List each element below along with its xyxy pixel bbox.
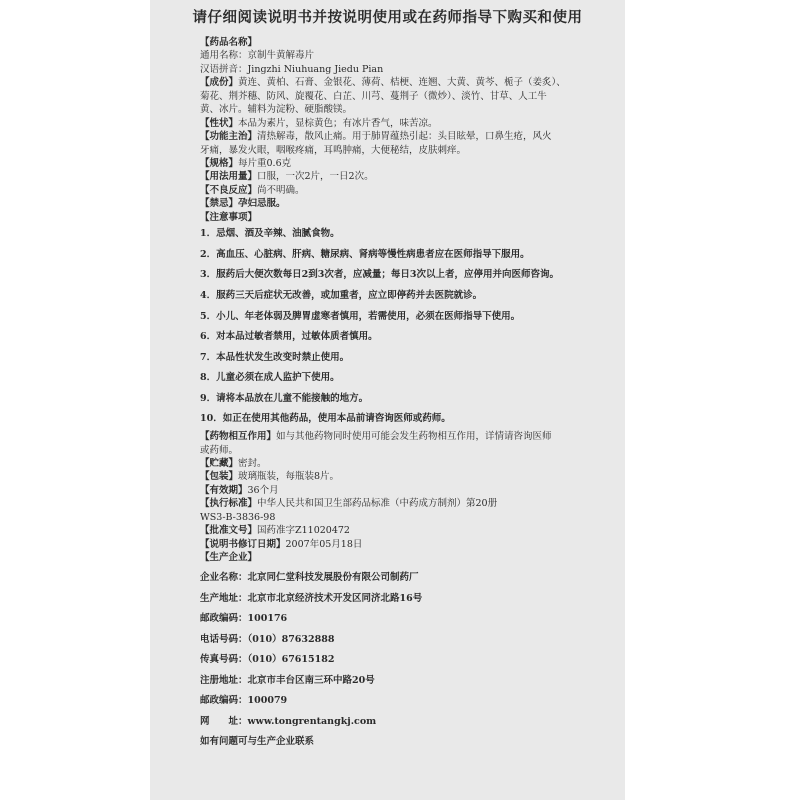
standard-line: 中华人民共和国卫生部药品标准（中药成方制剂）第20册 [257, 498, 498, 510]
ingredients-line: 菊花、荆芥穗、防风、旋覆花、白芷、川芎、蔓荆子（微炒）、淡竹、甘草、人工牛 [200, 90, 547, 102]
note-item: 7．本品性状发生改变时禁止使用。 [200, 351, 350, 363]
indications-tag: 【功能主治】 [200, 131, 258, 143]
note-item: 1．忌烟、酒及辛辣、油腻食物。 [200, 228, 340, 240]
usage-text: 口服，一次2片，一日2次。 [257, 171, 374, 183]
revision-tag: 【说明书修订日期】 [200, 538, 286, 550]
properties-text: 本品为素片，显棕黄色；有冰片香气，味苦凉。 [238, 117, 438, 129]
note-item: 3．服药后大便次数每日2到3次者，应减量；每日3次以上者，应停用并向医师咨询。 [200, 269, 559, 281]
ingredients-line: 黄连、黄柏、石膏、金银花、薄荷、桔梗、连翘、大黄、黄芩、栀子（姜炙）、 [238, 77, 566, 89]
interaction-line: 或药师。 [200, 444, 239, 456]
contraindication-row [200, 197, 610, 210]
website: 网 址：www.tongrentangkj.com [200, 715, 377, 727]
note-item: 6．对本品过敏者禁用，过敏体质者慎用。 [200, 331, 378, 343]
standard-row [200, 497, 610, 510]
properties-row [200, 117, 610, 130]
note-item: 9．请将本品放在儿童不能接触的地方。 [200, 392, 369, 404]
note-item: 10．如正在使用其他药品，使用本品前请咨询医师或药师。 [200, 413, 451, 425]
pinyin-name: 汉语拼音：Jingzhi Niuhuang Jiedu Pian [200, 63, 384, 75]
note-item: 5．小儿、年老体弱及脾胃虚寒者慎用，若需使用，必须在医师指导下使用。 [200, 310, 521, 322]
manufacturer-heading: 【生产企业】 [200, 552, 258, 563]
interaction-tag: 【药物相互作用】 [200, 431, 277, 443]
fax-number: 传真号码：（010）67615182 [200, 654, 335, 666]
ingredients-line: 黄、冰片。辅料为淀粉、硬脂酸镁。 [200, 104, 353, 116]
interaction-row [200, 430, 610, 443]
ingredients-row [200, 76, 610, 89]
validity-row [200, 484, 610, 497]
contraindication-tag: 【禁忌】 [200, 198, 239, 210]
adverse-text: 尚不明确。 [257, 184, 305, 196]
adverse-tag: 【不良反应】 [200, 184, 258, 196]
production-address: 生产地址：北京市北京经济技术开发区同济北路16号 [200, 592, 423, 604]
storage-row [200, 457, 610, 470]
contraindication-text: 孕妇忌服。 [238, 198, 286, 210]
postcode: 邮政编码：100176 [200, 613, 288, 625]
revision-text: 2007年05月18日 [285, 538, 363, 550]
ingredients-tag: 【成份】 [200, 77, 239, 89]
indications-line: 牙痛，暴发火眼，咽喉疼痛，耳鸣肿痛，大便秘结，皮肤刺痒。 [200, 144, 467, 156]
notes-heading: 【注意事项】 [200, 211, 258, 223]
usage-row [200, 170, 610, 183]
registered-postcode: 邮政编码：100079 [200, 695, 288, 707]
storage-text: 密封。 [238, 457, 267, 469]
standard-line: WS3-B-3836-98 [200, 511, 276, 523]
note-item: 8．儿童必须在成人监护下使用。 [200, 372, 340, 384]
approval-tag: 【批准文号】 [200, 525, 258, 537]
drug-name-heading: 【药品名称】 [200, 37, 258, 48]
properties-tag: 【性状】 [200, 117, 239, 129]
revision-row [200, 538, 610, 551]
approval-text: 国药准字Z11020472 [257, 525, 350, 537]
package-row [200, 470, 610, 483]
note-item: 2．高血压、心脏病、肝病、糖尿病、肾病等慢性病患者应在医师指导下服用。 [200, 248, 530, 260]
adverse-row [200, 184, 610, 197]
interaction-line: 如与其他药物同时使用可能会发生药物相互作用，详情请咨询医师 [276, 431, 552, 443]
package-text: 玻璃瓶装，每瓶装8片。 [238, 471, 340, 483]
phone-number: 电话号码：（010）87632888 [200, 633, 335, 645]
registered-address: 注册地址：北京市丰台区南三环中路20号 [200, 674, 375, 686]
spec-row [200, 157, 610, 170]
standard-tag: 【执行标准】 [200, 498, 258, 510]
document-title: 请仔细阅读说明书并按说明使用或在药师指导下购买和使用 [192, 10, 583, 26]
approval-row [200, 524, 610, 537]
company-name: 企业名称：北京同仁堂科技发展股份有限公司制药厂 [200, 572, 419, 584]
validity-text: 36个月 [247, 484, 279, 496]
note-item: 4．服药三天后症状无改善，或加重者，应立即停药并去医院就诊。 [200, 289, 483, 301]
contact-footer: 如有问题可与生产企业联系 [200, 735, 315, 747]
indications-row [200, 130, 610, 143]
package-tag: 【包装】 [200, 471, 239, 483]
leaflet-content [200, 36, 610, 748]
storage-tag: 【贮藏】 [200, 457, 239, 469]
validity-tag: 【有效期】 [200, 484, 248, 496]
indications-line: 清热解毒，散风止痛。用于肺胃蕴热引起：头目眩晕，口鼻生疮，风火 [257, 131, 552, 143]
usage-tag: 【用法用量】 [200, 171, 258, 183]
spec-text: 每片重0.6克 [238, 157, 292, 169]
spec-tag: 【规格】 [200, 157, 239, 169]
common-name: 通用名称：京制牛黄解毒片 [200, 50, 315, 62]
